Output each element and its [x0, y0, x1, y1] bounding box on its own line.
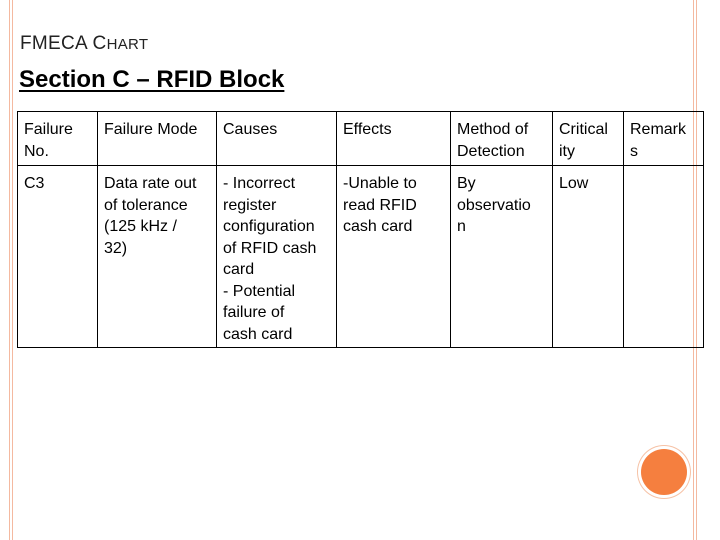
cell-method-of-detection: By observatio n: [451, 166, 553, 348]
slide-title-main: FMECA C: [20, 33, 107, 54]
header-criticality: Critical ity: [553, 112, 624, 166]
cell-failure-mode: Data rate out of tolerance (125 kHz / 32): [98, 166, 217, 348]
header-method-of-detection: Method of Detection: [451, 112, 553, 166]
cell-criticality: Low: [553, 166, 624, 348]
cell-failure-no: C3: [18, 166, 98, 348]
cell-effects: -Unable to read RFID cash card: [337, 166, 451, 348]
header-causes: Causes: [217, 112, 337, 166]
slide-title: [20, 33, 148, 55]
header-remarks: Remark s: [624, 112, 704, 166]
slide-title-smallcaps: HART: [106, 36, 149, 53]
fmeca-table: [17, 111, 704, 348]
cell-remarks: [624, 166, 704, 348]
table-row: [18, 166, 704, 348]
left-border-line-inner: [12, 0, 13, 540]
header-effects: Effects: [337, 112, 451, 166]
section-heading: Section C – RFID Block: [19, 66, 285, 93]
table-header-row: [18, 112, 704, 166]
left-border-line-outer: [9, 0, 10, 540]
header-failure-no: Failure No.: [18, 112, 98, 166]
decorative-orange-circle: [641, 449, 687, 495]
cell-causes: - Incorrect register configuration of RFID cash card - Potential failure of cash card: [217, 166, 337, 348]
header-failure-mode: Failure Mode: [98, 112, 217, 166]
